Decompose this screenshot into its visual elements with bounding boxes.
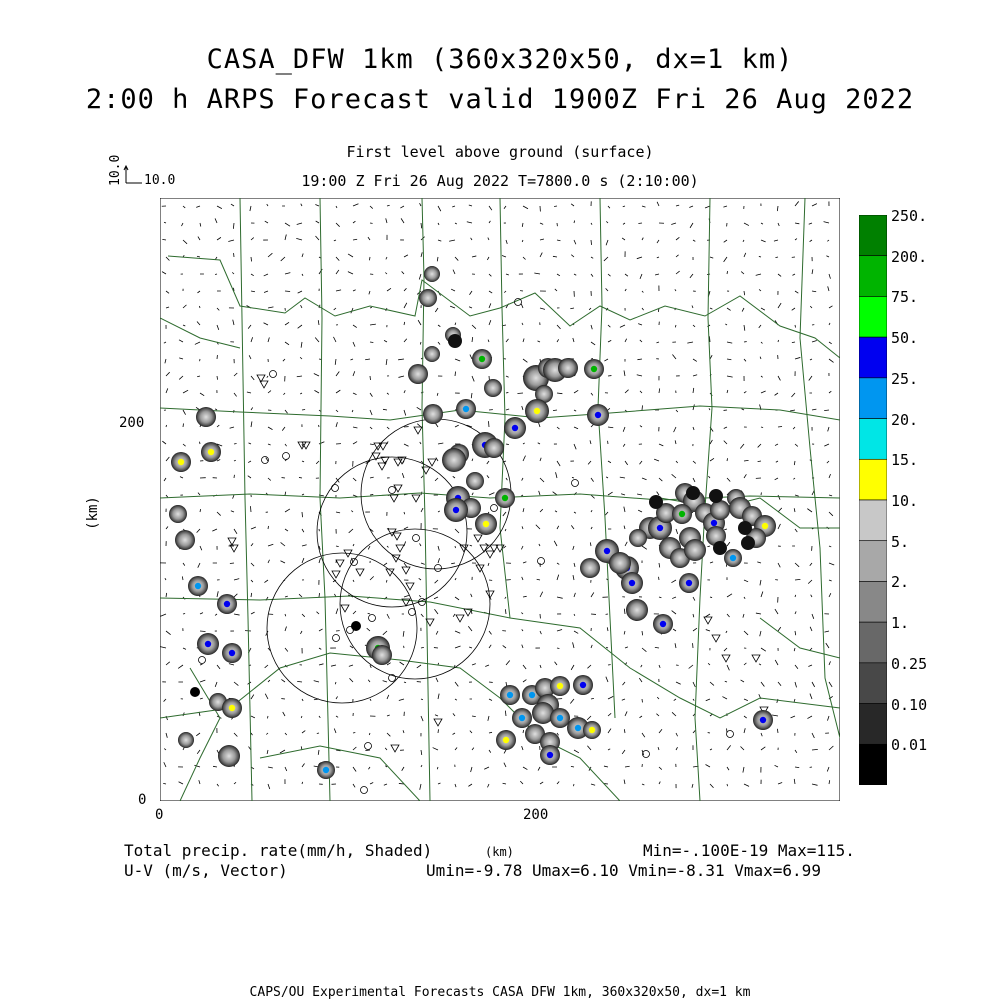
colorbar-label: 1.	[891, 614, 910, 633]
precip-cell	[484, 379, 502, 397]
precip-cell-core	[595, 412, 601, 418]
precip-cell-core	[762, 523, 768, 529]
wind-vector	[251, 257, 252, 261]
precip-cell	[609, 552, 631, 574]
footer-minmax: Min=-.100E-19 Max=115.	[643, 841, 855, 860]
wind-vector	[370, 494, 373, 495]
precip-cell	[218, 745, 240, 767]
precip-cell	[684, 539, 706, 561]
wind-vector	[369, 257, 370, 260]
precip-cell-core	[686, 580, 692, 586]
wind-vector	[438, 729, 439, 733]
precip-cell-core	[730, 555, 736, 561]
colorbar-swatch	[859, 256, 887, 297]
colorbar-label: 200.	[891, 247, 928, 266]
wind-vector	[727, 784, 728, 786]
title-line-2: 2:00 h ARPS Forecast valid 1900Z Fri 26 Aug 2022	[85, 84, 915, 115]
precip-cell	[484, 438, 504, 458]
vector-key-vertical-label: 10.0	[108, 154, 123, 186]
wind-vector	[642, 405, 643, 410]
vector-key-horizontal-label: 10.0	[144, 173, 176, 188]
colorbar-swatch	[859, 622, 887, 663]
wind-vector	[217, 376, 218, 380]
title-line-1: CASA_DFW 1km (360x320x50, dx=1 km)	[206, 44, 794, 75]
wind-vector	[506, 444, 509, 445]
precip-cell-core	[502, 495, 508, 501]
colorbar-swatch	[859, 419, 887, 460]
colorbar-swatch	[859, 744, 887, 785]
precip-cell-core	[519, 715, 525, 721]
colorbar-label: 50.	[891, 329, 919, 348]
wind-vector	[199, 306, 200, 308]
precip-cell-core	[453, 507, 459, 513]
precip-cell-dark	[448, 334, 462, 348]
precip-cell-dark	[713, 541, 727, 555]
precip-cell-core	[195, 583, 201, 589]
wind-vector	[199, 442, 200, 444]
precip-cell-core	[224, 601, 230, 607]
y-axis-label: (km)	[84, 496, 101, 530]
y-tick-200: 200	[119, 415, 145, 431]
wind-vector	[230, 563, 234, 564]
colorbar-label: 0.01	[891, 736, 928, 755]
wind-vector	[166, 425, 167, 427]
precip-cell-core	[479, 356, 485, 362]
colorbar-swatch	[859, 581, 887, 622]
precip-cell-core	[229, 705, 235, 711]
wind-vector	[554, 206, 557, 207]
wind-vector	[268, 526, 269, 529]
precip-cell-dark	[709, 489, 723, 503]
colorbar-swatch	[859, 378, 887, 419]
colorbar	[859, 215, 887, 785]
wind-vector	[517, 393, 523, 394]
precip-cell-core	[679, 511, 685, 517]
colorbar-label: 5.	[891, 532, 910, 551]
precip-cell-core	[575, 725, 581, 731]
precip-cell	[442, 448, 466, 472]
wind-vector	[638, 223, 642, 224]
precip-cell	[169, 505, 187, 523]
colorbar-label: 0.25	[891, 654, 928, 673]
colorbar-swatch	[859, 337, 887, 378]
level-subtitle: First level above ground (surface)	[346, 143, 654, 161]
colorbar-swatch	[859, 296, 887, 337]
wind-vector	[317, 733, 319, 734]
wind-vector	[302, 409, 305, 410]
colorbar-label: 10.	[891, 492, 919, 510]
precip-cell-dark	[741, 536, 755, 550]
vector-key-icon	[120, 165, 150, 190]
wind-vector	[299, 477, 302, 478]
wind-vector	[215, 274, 217, 275]
precip-cell-core	[208, 449, 214, 455]
colorbar-label: 25.	[891, 369, 919, 388]
colorbar-swatch	[859, 500, 887, 541]
credit-line: CAPS/OU Experimental Forecasts CASA DFW 1km, 360x320x50, dx=1 km	[249, 985, 751, 1000]
colorbar-label: 20.	[891, 410, 919, 429]
wind-vector	[573, 784, 574, 786]
wind-vector	[761, 427, 763, 428]
forecast-map	[160, 198, 840, 801]
wind-vector	[455, 371, 456, 376]
precip-cell-core	[507, 692, 513, 698]
wind-vector	[370, 342, 373, 343]
wind-vector	[506, 392, 508, 393]
colorbar-label: 2.	[891, 573, 910, 592]
footer-field-label: Total precip. rate(mm/h, Shaded)	[124, 841, 433, 860]
precip-cell-dark	[686, 486, 700, 500]
precip-cell-core	[629, 580, 635, 586]
precip-cell	[629, 529, 647, 547]
precip-cell	[424, 266, 440, 282]
station-filled	[351, 621, 361, 631]
wind-vector	[572, 477, 574, 478]
precip-cell-core	[503, 737, 509, 743]
precip-cell	[196, 407, 216, 427]
colorbar-swatch	[859, 215, 887, 256]
precip-cell-core	[604, 548, 610, 554]
wind-vector	[710, 597, 712, 598]
precip-cell-core	[589, 727, 595, 733]
colorbar-label: 250.	[891, 207, 928, 225]
wind-vector	[591, 240, 592, 245]
precip-cell	[580, 558, 600, 578]
x-tick-200: 200	[523, 807, 549, 823]
wind-vector	[759, 256, 761, 257]
wind-vector	[250, 506, 251, 512]
precip-cell-core	[534, 408, 540, 414]
precip-cell-core	[557, 715, 563, 721]
wind-vector	[319, 593, 320, 597]
footer-vector-label: U-V (m/s, Vector)	[124, 861, 288, 880]
precip-cell	[626, 599, 648, 621]
precip-cell-core	[323, 767, 329, 773]
wind-vector	[285, 291, 290, 292]
precip-cell	[466, 472, 484, 490]
precip-cell-dark	[738, 521, 752, 535]
wind-vector	[488, 421, 489, 427]
station-filled	[190, 687, 200, 697]
precip-cell-core	[657, 525, 663, 531]
wind-vector	[778, 340, 779, 342]
precip-cell-core	[547, 752, 553, 758]
colorbar-swatch	[859, 704, 887, 745]
wind-vector	[267, 716, 268, 718]
precip-cell-core	[512, 425, 518, 431]
precip-cell	[178, 732, 194, 748]
wind-vector	[795, 325, 796, 328]
precip-cell-core	[711, 520, 717, 526]
wind-vector	[234, 443, 237, 444]
precip-cell	[424, 346, 440, 362]
precip-cell-core	[463, 406, 469, 412]
precip-cell-core	[205, 641, 211, 647]
colorbar-swatch	[859, 459, 887, 500]
precip-cell	[423, 404, 443, 424]
precip-cell	[710, 500, 730, 520]
colorbar-label: 15.	[891, 451, 919, 470]
precip-cell-core	[591, 366, 597, 372]
precip-cell	[408, 364, 428, 384]
colorbar-label: 0.10	[891, 695, 928, 714]
colorbar-swatch	[859, 663, 887, 704]
precip-cell-core	[660, 621, 666, 627]
wind-vector	[183, 423, 184, 427]
wind-vector	[727, 458, 728, 461]
precip-cell-core	[483, 521, 489, 527]
precip-cell	[372, 645, 392, 665]
precip-cell-core	[229, 650, 235, 656]
colorbar-swatch	[859, 541, 887, 582]
precip-cell-core	[557, 683, 563, 689]
wind-vector	[302, 512, 303, 517]
footer-uv-range: Umin=-9.78 Umax=6.10 Vmin=-8.31 Vmax=6.99	[426, 861, 821, 880]
time-subtitle: 19:00 Z Fri 26 Aug 2022 T=7800.0 s (2:10:00)	[301, 172, 699, 190]
colorbar-label: 75.	[891, 288, 919, 307]
x-tick-0: 0	[155, 807, 164, 823]
precip-cell-core	[580, 682, 586, 688]
precip-cell-core	[760, 717, 766, 723]
precip-cell-core	[529, 692, 535, 698]
precip-cell-core	[178, 459, 184, 465]
precip-cell	[419, 289, 437, 307]
y-tick-0: 0	[138, 792, 147, 808]
x-axis-label: (km)	[485, 845, 514, 859]
precip-cell	[175, 530, 195, 550]
precip-cell	[558, 358, 578, 378]
precip-cell-dark	[649, 495, 663, 509]
